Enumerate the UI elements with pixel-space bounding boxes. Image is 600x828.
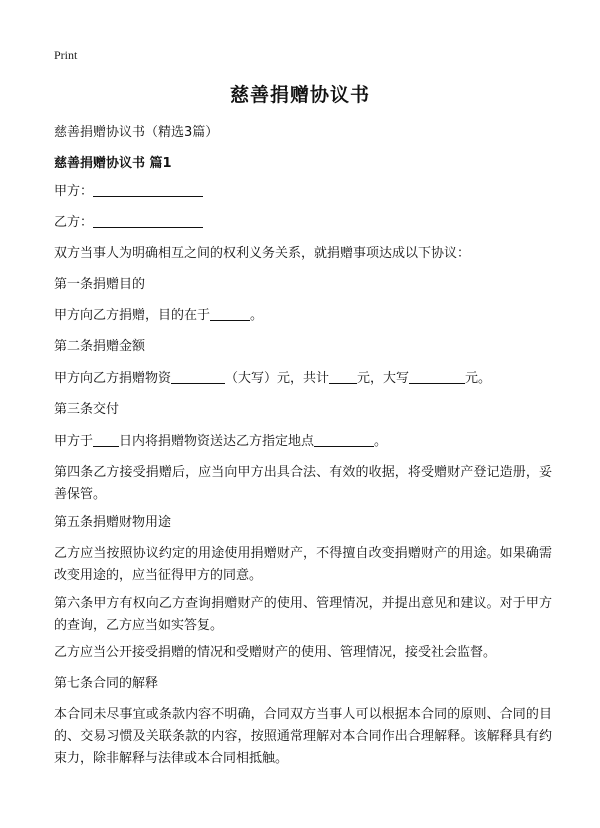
article3-blank-2 — [314, 432, 374, 447]
article5-text: 乙方应当按照协议约定的用途使用捐赠财产，不得擅自改变捐赠财产的用途。如果确需改变用途的，应当征得甲方的同意。 — [54, 546, 552, 583]
article1-text: 甲方向乙方捐赠，目的在于 — [54, 308, 211, 323]
article6-text2: 乙方应当公开接受捐赠的情况和受赠财产的使用、管理情况，接受社会监督。 — [54, 645, 497, 660]
article2-text-c: 元，大写 — [357, 371, 410, 386]
article1-end: 。 — [250, 308, 264, 323]
section-heading: 慈善捐赠协议书 篇1 — [54, 156, 172, 171]
article3-line — [54, 431, 552, 453]
article1-line — [54, 305, 552, 327]
article3-title: 第三条交付 — [54, 402, 120, 417]
article7-title: 第七条合同的解释 — [54, 676, 159, 691]
article1-blank — [210, 306, 250, 321]
article2-blank-3 — [409, 369, 465, 384]
article3-text-b: 日内将捐赠物资送达乙方指定地点 — [119, 434, 315, 449]
article3-text-c: 。 — [374, 434, 388, 449]
party-a-line — [54, 181, 552, 203]
article1-title: 第一条捐赠目的 — [54, 277, 146, 292]
party-a-blank — [93, 182, 203, 197]
article2-text-a: 甲方向乙方捐赠物资 — [54, 371, 172, 386]
article3-blank-1 — [93, 432, 119, 447]
article2-blank-1 — [171, 369, 225, 384]
article2-line — [54, 368, 552, 390]
article4-text: 第四条乙方接受捐赠后，应当向甲方出具合法、有效的收据，将受赠财产登记造册，妥善保管。 — [54, 465, 552, 502]
article7-text: 本合同未尽事宜或条款内容不明确，合同双方当事人可以根据本合同的原则、合同的目的、交易习惯及关联条款的内容，按照通常理解对本合同作出合理解释。该解释具有约束力，除非解释与法律或本合同相抵触。 — [54, 707, 552, 766]
article2-text-b: （大写）元，共计 — [225, 371, 330, 386]
article6-text: 第六条甲方有权向乙方查询捐赠财产的使用、管理情况，并提出意见和建议。对于甲方的查询，乙方应当如实答复。 — [54, 596, 552, 633]
article2-text-d: 元。 — [465, 371, 492, 386]
article5-title: 第五条捐赠财物用途 — [54, 515, 172, 530]
article3-text-a: 甲方于 — [54, 434, 94, 449]
party-b-line — [54, 212, 552, 234]
document-subtitle: 慈善捐赠协议书（精选3篇） — [54, 125, 219, 140]
party-a-label: 甲方： — [54, 184, 94, 199]
document-title: 慈善捐赠协议书 — [229, 84, 370, 106]
print-link[interactable]: Print — [54, 48, 78, 62]
intro-text: 双方当事人为明确相互之间的权利义务关系，就捐赠事项达成以下协议： — [54, 246, 471, 261]
party-b-label: 乙方： — [54, 215, 94, 230]
party-b-blank — [93, 213, 203, 228]
article2-blank-2 — [329, 369, 357, 384]
article2-title: 第二条捐赠金额 — [54, 339, 146, 354]
